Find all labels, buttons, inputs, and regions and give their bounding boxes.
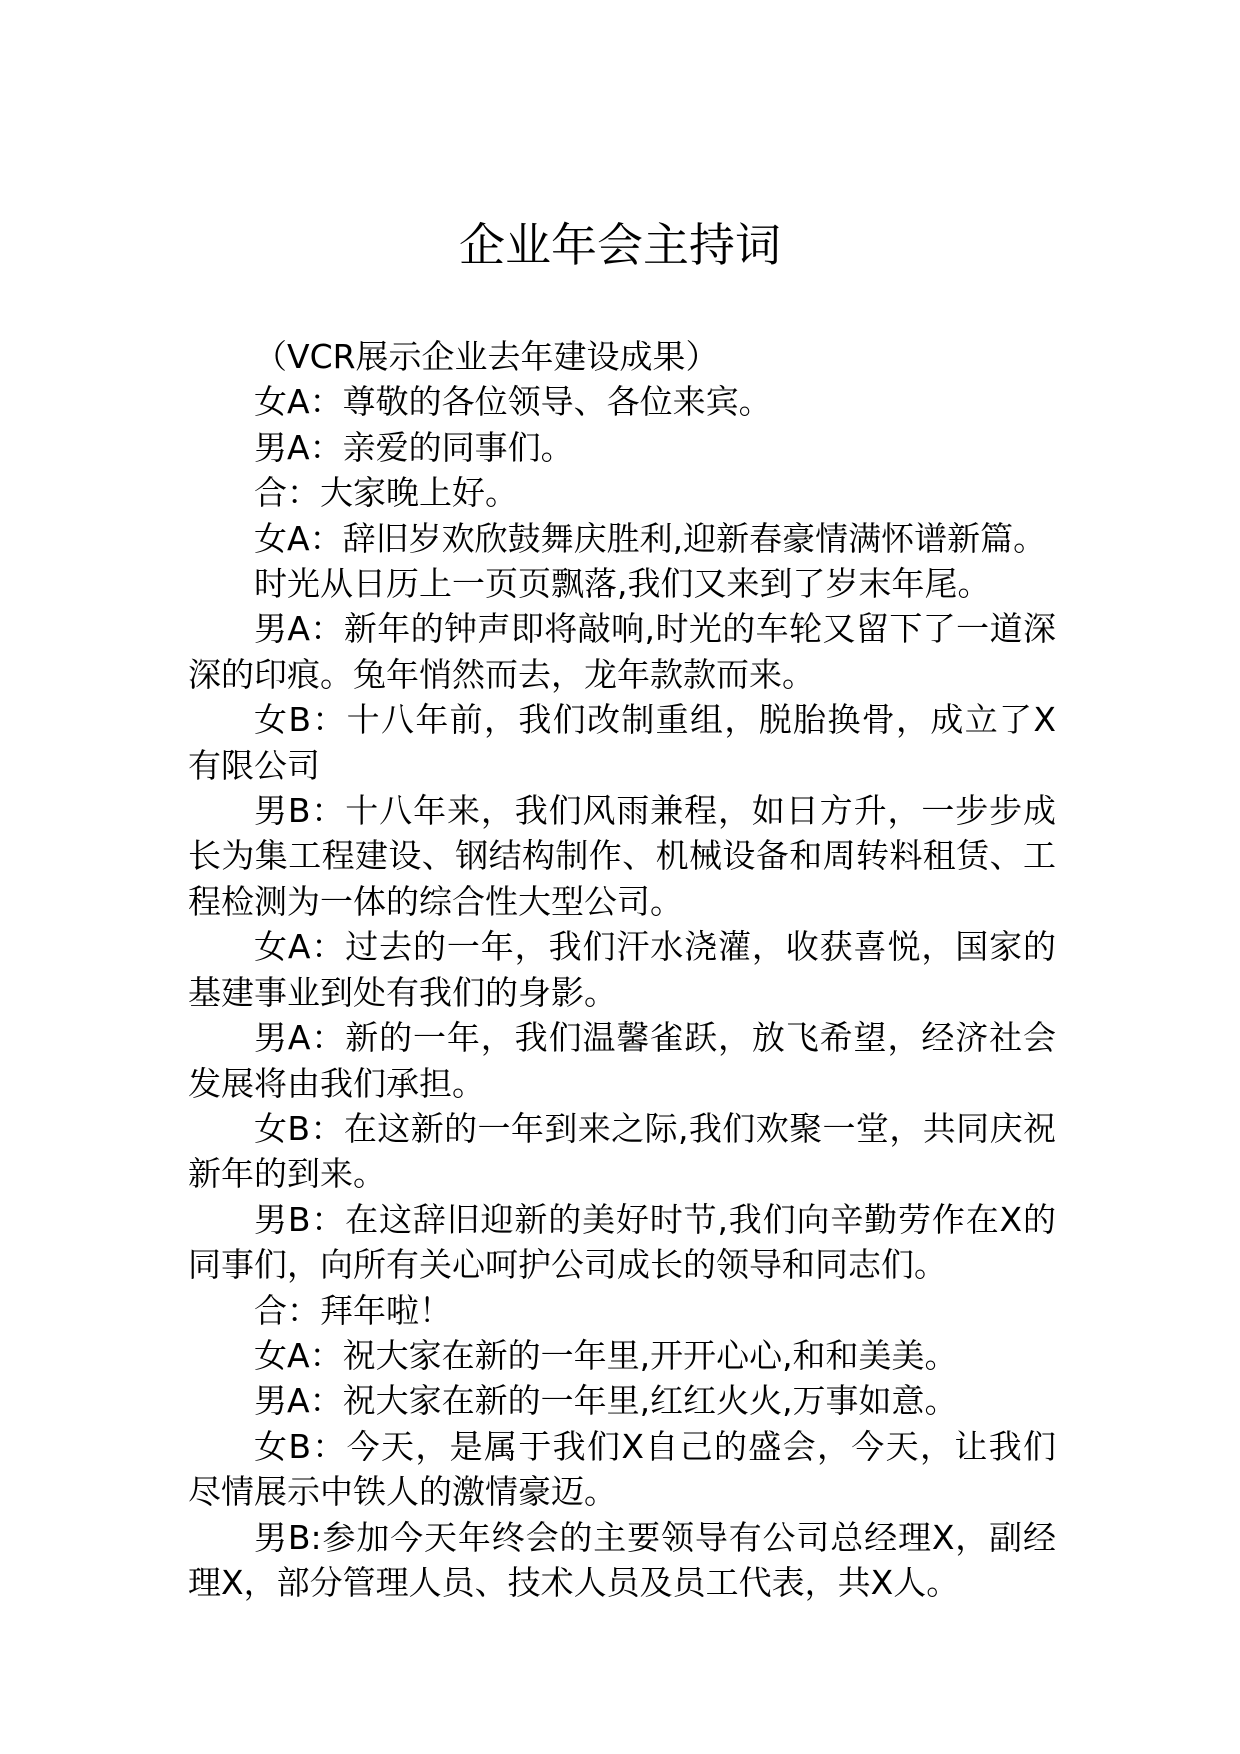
paragraph-together-new-year: 合：拜年啦！ — [254, 1290, 452, 1330]
paragraph-female-a-greeting: 女A：尊敬的各位领导、各位来宾。 — [254, 382, 772, 422]
paragraph-male-a-wishes: 男A：祝大家在新的一年里,红红火火,万事如意。 — [254, 1381, 958, 1421]
paragraph-male-a-new-hope: 男A：新的一年，我们温馨雀跃，放飞希望，经济社会发展将由我们承担。 — [188, 1018, 1056, 1103]
paragraph-male-b-growth: 男B：十八年来，我们风雨兼程，如日方升，一步步成长为集工程建设、钢结构制作、机械设备和周转料租赁、工程检测为一体的综合性大型公司。 — [188, 791, 1056, 921]
paragraph-female-b-history: 女B：十八年前，我们改制重组，脱胎换骨，成立了X有限公司 — [188, 700, 1056, 785]
document-title: 企业年会主持词 — [459, 218, 781, 272]
paragraph-together-greeting: 合：大家晚上好。 — [254, 473, 518, 513]
paragraph-female-b-event: 女B：今天，是属于我们X自己的盛会，今天，让我们尽情展示中铁人的激情豪迈。 — [188, 1426, 1056, 1512]
paragraph-male-b-thanks: 男B：在这辞旧迎新的美好时节,我们向辛勤劳作在X的同事们，向所有关心呵护公司成长的领导和同志们。 — [188, 1199, 1056, 1285]
paragraph-female-a-past-year: 女A：过去的一年，我们汗水浇灌，收获喜悦，国家的基建事业到处有我们的身影。 — [188, 927, 1056, 1012]
paragraph-female-b-gathering: 女B：在这新的一年到来之际,我们欢聚一堂，共同庆祝新年的到来。 — [188, 1108, 1056, 1194]
paragraph-female-a-farewell: 女A：辞旧岁欢欣鼓舞庆胜利,迎新春豪情满怀谱新篇。 — [254, 518, 1047, 558]
paragraph-male-a-new-year: 男A：新年的钟声即将敲响,时光的车轮又留下了一道深深的印痕。兔年悄然而去，龙年款款而来。 — [188, 609, 1056, 694]
paragraph-vcr: （VCR展示企业去年建设成果） — [254, 337, 719, 376]
paragraph-male-b-attendees: 男B:参加今天年终会的主要领导有公司总经理X，副经理X，部分管理人员、技术人员及员工代表，共X人。 — [188, 1517, 1056, 1602]
paragraph-female-a-wishes: 女A：祝大家在新的一年里,开开心心,和和美美。 — [254, 1335, 958, 1375]
paragraph-male-a-greeting: 男A：亲爱的同事们。 — [254, 427, 574, 467]
paragraph-time-passing: 时光从日历上一页页飘落,我们又来到了岁末年尾。 — [254, 564, 991, 604]
document-body — [188, 334, 1056, 1605]
